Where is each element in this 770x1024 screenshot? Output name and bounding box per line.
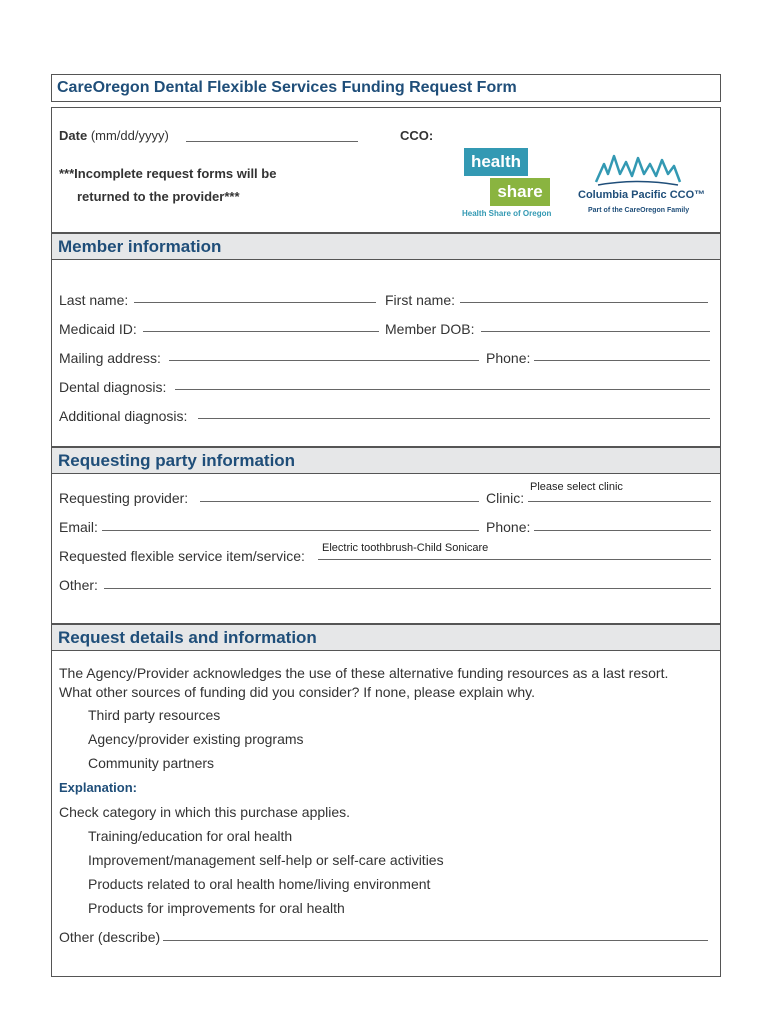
date-label — [59, 128, 169, 143]
requesting-provider-label: Requesting provider: — [59, 490, 189, 506]
member-dob-label: Member DOB: — [385, 321, 475, 337]
clinic-select[interactable]: Please select clinic — [530, 481, 623, 493]
email-label: Email: — [59, 519, 98, 535]
other-input[interactable] — [104, 588, 711, 589]
warning-line1: ***Incomplete request forms will be — [59, 166, 277, 181]
mailing-address-label: Mailing address: — [59, 350, 161, 366]
date-label-text: Date — [59, 128, 88, 143]
requesting-phone-label: Phone: — [486, 519, 531, 535]
date-input[interactable] — [186, 141, 358, 142]
first-name-label: First name: — [385, 292, 456, 308]
requesting-provider-input[interactable] — [200, 501, 479, 502]
last-name-label: Last name: — [59, 292, 129, 308]
warning-line2: returned to the provider*** — [77, 189, 240, 204]
cco-label: CCO: — [400, 128, 434, 143]
healthshare-word2: share — [490, 178, 550, 206]
category-option-home-environment[interactable]: Products related to oral health home/living environment — [88, 876, 431, 892]
medicaid-id-label: Medicaid ID: — [59, 321, 137, 337]
service-label: Requested flexible service item/service: — [59, 548, 305, 564]
other-describe-input[interactable] — [163, 940, 708, 941]
dental-diagnosis-label: Dental diagnosis: — [59, 379, 167, 395]
funding-option-existing-programs[interactable]: Agency/provider existing programs — [88, 731, 304, 747]
healthshare-logo[interactable] — [462, 146, 556, 220]
healthshare-caption: Health Share of Oregon — [462, 209, 552, 218]
first-name-input[interactable] — [460, 302, 708, 303]
funding-option-third-party[interactable]: Third party resources — [88, 707, 221, 723]
category-prompt: Check category in which this purchase applies. — [59, 804, 351, 820]
healthshare-word1: health — [464, 148, 528, 176]
additional-diagnosis-input[interactable] — [198, 418, 710, 419]
member-dob-input[interactable] — [481, 331, 710, 332]
form-title: CareOregon Dental Flexible Services Funding Request Form — [57, 79, 517, 96]
email-input[interactable] — [102, 530, 479, 531]
category-option-training[interactable]: Training/education for oral health — [88, 828, 293, 844]
requesting-phone-input[interactable] — [534, 530, 711, 531]
category-option-improvements[interactable]: Products for improvements for oral health — [88, 900, 345, 916]
funding-option-community-partners[interactable]: Community partners — [88, 755, 215, 771]
member-info-header: Member information — [51, 233, 721, 260]
clinic-input-line[interactable] — [528, 501, 711, 502]
mailing-address-input[interactable] — [169, 360, 479, 361]
other-describe-label: Other (describe) — [59, 929, 161, 945]
clinic-label: Clinic: — [486, 490, 525, 506]
request-details-header: Request details and information — [51, 624, 721, 651]
requesting-party-header: Requesting party information — [51, 447, 721, 474]
columbia-name: Columbia Pacific CCO™ — [578, 189, 706, 201]
details-paragraph-line2: What other sources of funding did you consider? If none, please explain why. — [59, 684, 536, 700]
member-phone-label: Phone: — [486, 350, 531, 366]
dental-diagnosis-input[interactable] — [175, 389, 710, 390]
columbia-caption: Part of the CareOregon Family — [588, 207, 690, 214]
details-paragraph-line1: The Agency/Provider acknowledges the use of these alternative funding resources as a last resort. — [59, 665, 669, 681]
other-label: Other: — [59, 577, 98, 593]
columbia-pacific-logo[interactable] — [578, 152, 708, 222]
category-option-self-help[interactable]: Improvement/management self-help or self-care activities — [88, 852, 444, 868]
service-input-line[interactable] — [318, 559, 711, 560]
member-phone-input[interactable] — [534, 360, 710, 361]
explanation-label: Explanation: — [59, 780, 138, 795]
medicaid-id-input[interactable] — [143, 331, 379, 332]
tree-line-icon — [594, 152, 682, 186]
last-name-input[interactable] — [134, 302, 376, 303]
service-select[interactable]: Electric toothbrush-Child Sonicare — [322, 542, 489, 554]
date-format-text: (mm/dd/yyyy) — [90, 128, 169, 143]
additional-diagnosis-label: Additional diagnosis: — [59, 408, 188, 424]
